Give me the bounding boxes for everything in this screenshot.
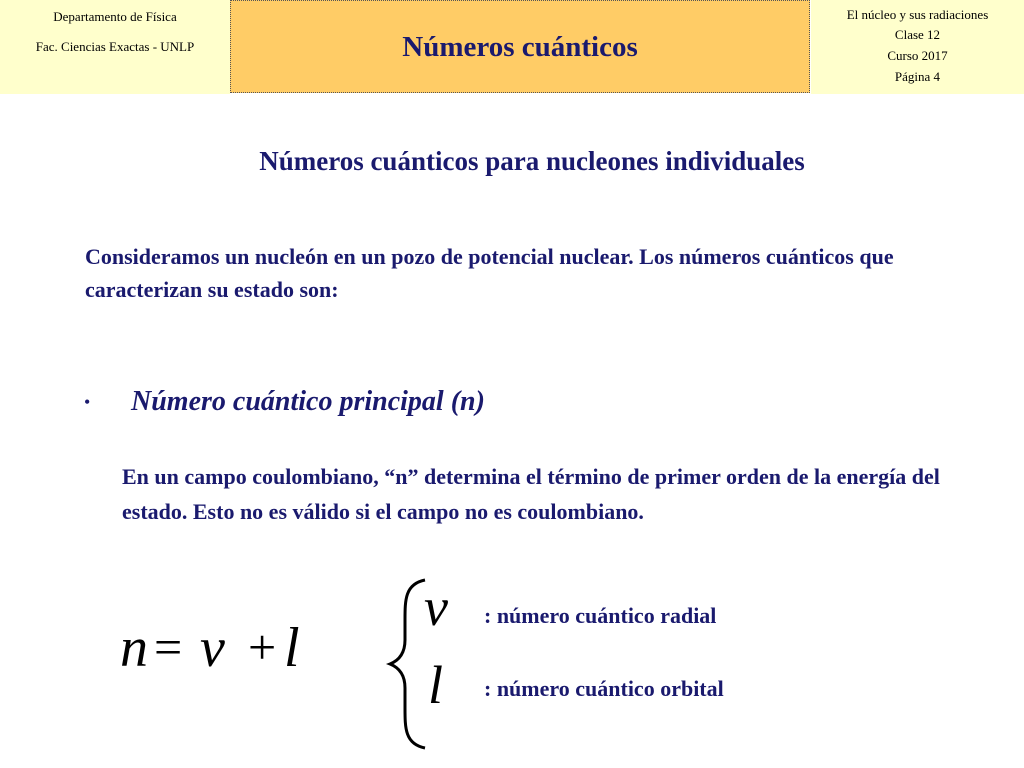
- brace-nu: ν: [424, 577, 448, 637]
- formula-l: l: [284, 617, 300, 679]
- formula-n: n: [120, 617, 148, 679]
- brace-symbols: [420, 575, 480, 745]
- legend-orbital: : número cuántico orbital: [484, 676, 724, 701]
- faculty-name: Fac. Ciencias Exactas - UNLP: [35, 39, 195, 54]
- department-name: Departamento de Física: [53, 9, 177, 24]
- slide-header: [0, 0, 1024, 94]
- course-year: Curso 2017: [887, 48, 948, 63]
- formula-n-equals-nu-plus-l: [100, 580, 440, 750]
- slide-title: Números cuánticos: [230, 0, 810, 93]
- brace-l: l: [428, 655, 444, 715]
- slide-subtitle: Números cuánticos para nucleones individuales: [259, 146, 805, 176]
- header-department-box: [0, 0, 230, 94]
- formula-plus: +: [248, 619, 277, 675]
- bullet-marker: •: [84, 392, 91, 412]
- page-number: Página 4: [894, 69, 941, 84]
- bullet-principal-quantum-number: Número cuántico principal (n): [131, 386, 485, 417]
- course-name: El núcleo y sus radiaciones: [846, 7, 989, 22]
- class-number: Clase 12: [894, 27, 941, 42]
- formula-nu: ν: [200, 617, 225, 679]
- legend-radial: : número cuántico radial: [484, 603, 717, 628]
- formula-equals: =: [154, 619, 183, 675]
- description-text: En un campo coulombiano, “n” determina el término de primer orden de la energía del estado. Esto no es válido si el campo no es coulombiano.: [122, 464, 940, 524]
- description-paragraph: [122, 459, 1002, 529]
- header-course-box: [811, 0, 1024, 94]
- intro-paragraph: Consideramos un nucleón en un pozo de potencial nuclear. Los números cuánticos que caracterizan su estado son:: [85, 244, 894, 302]
